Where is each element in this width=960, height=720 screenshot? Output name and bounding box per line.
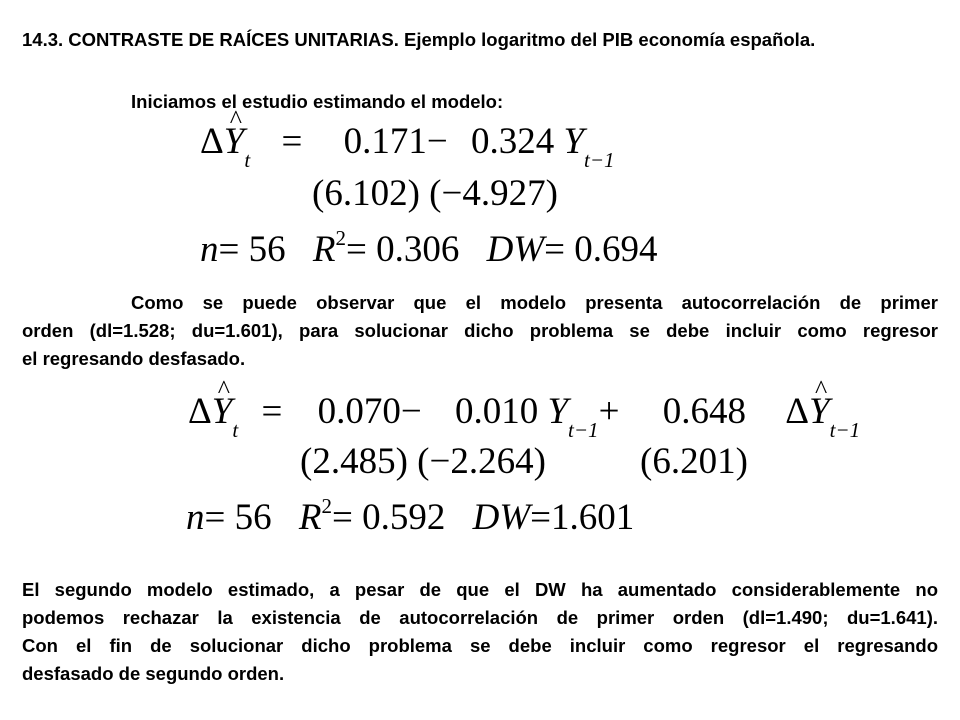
constant-value: 0.171	[343, 121, 427, 162]
dw-label: DW	[472, 497, 531, 538]
y-hat: ^ Y	[224, 120, 245, 164]
subscript: t−1	[568, 418, 599, 442]
r2-value: = 0.306	[345, 229, 460, 270]
superscript: 2	[335, 226, 346, 250]
subscript: t−1	[829, 418, 861, 442]
minus-sign: −	[400, 391, 422, 432]
dw-value: =1.601	[530, 497, 635, 538]
intro-text: Iniciamos el estudio estimando el modelo:	[131, 91, 504, 112]
coefficient-value: 0.010	[454, 391, 539, 432]
page-title: 14.3. CONTRASTE DE RAÍCES UNITARIAS. Ejemplo logaritmo del PIB economía española.	[22, 29, 816, 50]
model1-tstats: (6.102) (−4.927)	[312, 173, 558, 214]
model2-stats	[186, 496, 634, 544]
n-label: n	[200, 229, 219, 270]
y-hat: ^ Y	[212, 390, 233, 434]
subscript: t	[232, 418, 239, 442]
r2-label: R	[312, 229, 336, 270]
coefficient-value: 0.648	[662, 391, 746, 432]
model1-stats	[200, 228, 658, 276]
paragraph-line: Como se puede observar que el modelo presenta autocorrelación de primer	[131, 292, 938, 313]
coefficient-value: 0.324	[470, 121, 555, 162]
paragraph-line: podemos rechazar la existencia de autocorrelación de primer orden (dl=1.490; du=1.641).	[22, 607, 938, 628]
paragraph-line: desfasado de segundo orden.	[22, 663, 285, 684]
paragraph-line: El segundo modelo estimado, a pesar de que el DW ha aumentado considerablemente no	[22, 579, 938, 600]
subscript: t−1	[584, 148, 615, 172]
delta-symbol: Δ	[785, 391, 809, 432]
model2-tstats-lag: (6.201)	[640, 441, 748, 482]
paragraph-line: orden (dl=1.528; du=1.601), para solucionar dicho problema se debe incluir como regresor	[22, 320, 938, 341]
plus-sign: +	[598, 391, 620, 432]
r2-label: R	[298, 497, 322, 538]
model2-tstats: (2.485) (−2.264)	[300, 441, 546, 482]
model2-equation	[188, 390, 861, 442]
superscript: 2	[321, 494, 332, 518]
delta-symbol: Δ	[200, 121, 224, 162]
y-hat-lag: ^ Y	[809, 390, 830, 434]
constant-value: 0.070	[317, 391, 401, 432]
n-value: = 56	[218, 229, 286, 270]
equals-sign: =	[261, 391, 283, 432]
subscript: t	[244, 148, 251, 172]
n-label: n	[186, 497, 205, 538]
y-lag: Y	[547, 391, 569, 432]
delta-symbol: Δ	[188, 391, 212, 432]
r2-value: = 0.592	[331, 497, 446, 538]
paragraph-line: Con el fin de solucionar dicho problema se debe incluir como regresor el regresando	[22, 635, 938, 656]
y-lag: Y	[563, 121, 585, 162]
model1-equation	[200, 120, 615, 172]
equals-sign: =	[281, 121, 303, 162]
paragraph-line: el regresando desfasado.	[22, 348, 246, 369]
n-value: = 56	[204, 497, 272, 538]
minus-sign: −	[426, 121, 448, 162]
dw-value: = 0.694	[544, 229, 658, 270]
dw-label: DW	[486, 229, 545, 270]
